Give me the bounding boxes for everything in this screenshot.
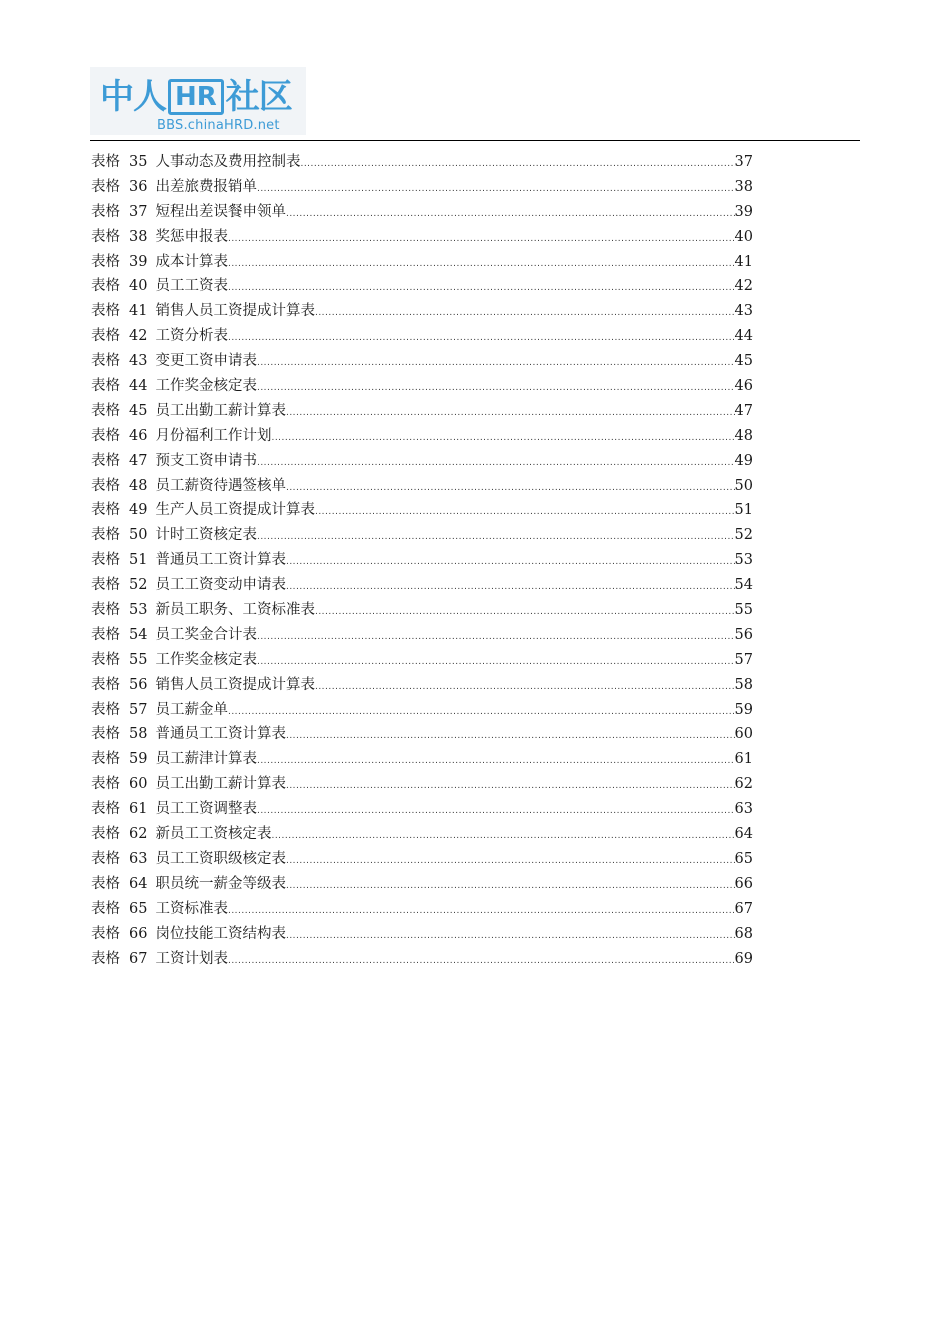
toc-entry-label: 表格 <box>91 577 120 594</box>
toc-dot-leader <box>228 276 735 301</box>
toc-entry-title: 预支工资申请书 <box>155 452 257 469</box>
toc-dot-leader <box>286 924 735 949</box>
toc-entry[interactable] <box>91 772 753 797</box>
toc-entry-title: 员工工资变动申请表 <box>155 577 286 594</box>
toc-dot-leader <box>286 202 735 227</box>
toc-entry-title: 员工工资表 <box>155 278 228 295</box>
logo-text-left: 中人 <box>100 77 166 117</box>
toc-entry-page: 68 <box>734 925 753 942</box>
toc-dot-leader <box>257 799 735 824</box>
toc-entry-page: 49 <box>734 452 753 469</box>
toc-entry-label: 表格 <box>91 651 120 668</box>
toc-entry-label: 表格 <box>91 378 120 395</box>
toc-entry-page: 51 <box>734 502 753 519</box>
toc-dot-leader <box>286 724 735 749</box>
toc-entry-title: 职员统一薪金等级表 <box>155 875 286 892</box>
toc-entry-title: 成本计算表 <box>155 253 228 270</box>
toc-entry-title: 短程出差误餐申领单 <box>155 203 286 220</box>
toc-entry-title: 变更工资申请表 <box>155 353 257 370</box>
toc-entry-page: 46 <box>734 378 753 395</box>
toc-entry[interactable] <box>91 648 753 673</box>
toc-entry-page: 47 <box>734 402 753 419</box>
toc-entry[interactable] <box>91 449 753 474</box>
toc-entry[interactable] <box>91 722 753 747</box>
toc-entry-number: 44 <box>129 378 148 395</box>
toc-entry[interactable] <box>91 274 753 299</box>
toc-entry-page: 50 <box>734 477 753 494</box>
toc-entry-title: 出差旅费报销单 <box>155 178 257 195</box>
toc-entry[interactable] <box>91 424 753 449</box>
toc-entry-number: 42 <box>129 328 148 345</box>
toc-entry-title: 员工出勤工薪计算表 <box>155 402 286 419</box>
toc-entry-title: 员工薪金单 <box>155 701 228 718</box>
toc-entry-number: 54 <box>129 626 148 643</box>
toc-entry-number: 45 <box>129 402 148 419</box>
toc-dot-leader <box>286 401 735 426</box>
toc-entry[interactable] <box>91 523 753 548</box>
toc-dot-leader <box>228 700 735 725</box>
toc-entry-number: 37 <box>129 203 148 220</box>
toc-entry-title: 员工奖金合计表 <box>155 626 257 643</box>
toc-entry-page: 59 <box>734 701 753 718</box>
toc-entry[interactable] <box>91 847 753 872</box>
toc-entry-page: 41 <box>734 253 753 270</box>
toc-dot-leader <box>257 177 735 202</box>
toc-dot-leader <box>315 600 735 625</box>
logo-text-right: 社区 <box>225 77 292 117</box>
toc-entry-title: 普通员工工资计算表 <box>155 552 286 569</box>
toc-entry-title: 销售人员工资提成计算表 <box>155 676 315 693</box>
toc-entry[interactable] <box>91 399 753 424</box>
toc-entry[interactable] <box>91 299 753 324</box>
toc-entry[interactable] <box>91 175 753 200</box>
toc-entry-page: 57 <box>734 651 753 668</box>
toc-dot-leader <box>257 451 735 476</box>
toc-entry-page: 58 <box>734 676 753 693</box>
toc-entry-title: 员工出勤工薪计算表 <box>155 776 286 793</box>
toc-dot-leader <box>315 500 735 525</box>
toc-entry-page: 55 <box>734 602 753 619</box>
toc-entry-page: 66 <box>734 875 753 892</box>
toc-entry-page: 69 <box>734 950 753 967</box>
toc-entry-title: 工作奖金核定表 <box>155 378 257 395</box>
toc-dot-leader <box>257 351 735 376</box>
toc-entry-number: 53 <box>129 602 148 619</box>
toc-entry[interactable] <box>91 573 753 598</box>
toc-entry-title: 工作奖金核定表 <box>155 651 257 668</box>
logo-subtitle: BBS.chinaHRD.net <box>157 118 280 133</box>
toc-entry-title: 员工工资职级核定表 <box>155 850 286 867</box>
toc-entry-page: 56 <box>734 626 753 643</box>
toc-entry-label: 表格 <box>91 676 120 693</box>
toc-entry-label: 表格 <box>91 726 120 743</box>
page-header <box>90 67 860 142</box>
toc-entry-page: 62 <box>734 776 753 793</box>
toc-entry-label: 表格 <box>91 850 120 867</box>
toc-entry-page: 39 <box>734 203 753 220</box>
toc-dot-leader <box>257 376 735 401</box>
toc-entry-page: 42 <box>734 278 753 295</box>
toc-entry-label: 表格 <box>91 452 120 469</box>
toc-entry-label: 表格 <box>91 502 120 519</box>
toc-entry-title: 销售人员工资提成计算表 <box>155 303 315 320</box>
toc-entry[interactable] <box>91 324 753 349</box>
toc-entry-title: 奖惩申报表 <box>155 228 228 245</box>
toc-entry[interactable] <box>91 200 753 225</box>
toc-entry-title: 普通员工工资计算表 <box>155 726 286 743</box>
toc-entry-number: 57 <box>129 701 148 718</box>
toc-entry-number: 50 <box>129 527 148 544</box>
toc-dot-leader <box>257 525 735 550</box>
toc-entry-number: 67 <box>129 950 148 967</box>
toc-entry-number: 51 <box>129 552 148 569</box>
toc-dot-leader <box>300 152 734 177</box>
toc-entry-title: 计时工资核定表 <box>155 527 257 544</box>
toc-entry-page: 40 <box>734 228 753 245</box>
toc-entry-title: 新员工工资核定表 <box>155 826 272 843</box>
toc-entry[interactable] <box>91 349 753 374</box>
toc-entry[interactable] <box>91 822 753 847</box>
toc-dot-leader <box>257 749 735 774</box>
toc-entry[interactable] <box>91 548 753 573</box>
toc-entry-label: 表格 <box>91 353 120 370</box>
toc-entry-label: 表格 <box>91 552 120 569</box>
toc-entry-page: 63 <box>734 801 753 818</box>
toc-entry-label: 表格 <box>91 900 120 917</box>
toc-dot-leader <box>271 426 734 451</box>
toc-dot-leader <box>315 301 735 326</box>
toc-entry-label: 表格 <box>91 253 120 270</box>
toc-entry-number: 66 <box>129 925 148 942</box>
toc-entry-number: 58 <box>129 726 148 743</box>
toc-entry-label: 表格 <box>91 178 120 195</box>
table-of-contents <box>91 150 753 971</box>
toc-entry-title: 人事动态及费用控制表 <box>155 154 301 170</box>
toc-entry-title: 员工薪资待遇签核单 <box>155 477 286 494</box>
toc-entry-label: 表格 <box>91 950 120 967</box>
toc-dot-leader <box>286 849 735 874</box>
toc-dot-leader <box>286 575 735 600</box>
toc-entry-number: 40 <box>129 278 148 295</box>
toc-entry-number: 49 <box>129 502 148 519</box>
toc-dot-leader <box>257 625 735 650</box>
toc-entry-title: 新员工职务、工资标准表 <box>155 602 315 619</box>
toc-entry-title: 工资计划表 <box>155 950 228 967</box>
toc-entry-number: 41 <box>129 303 148 320</box>
toc-entry-label: 表格 <box>91 527 120 544</box>
toc-entry-label: 表格 <box>91 203 120 220</box>
toc-entry[interactable] <box>91 897 753 922</box>
toc-entry-number: 43 <box>129 353 148 370</box>
toc-dot-leader <box>228 949 735 974</box>
toc-entry[interactable] <box>91 598 753 623</box>
toc-entry-number: 64 <box>129 875 148 892</box>
toc-entry-label: 表格 <box>91 154 120 170</box>
toc-entry-number: 35 <box>129 154 148 170</box>
toc-entry[interactable] <box>91 872 753 897</box>
toc-dot-leader <box>228 899 735 924</box>
toc-entry-label: 表格 <box>91 925 120 942</box>
toc-entry-number: 60 <box>129 776 148 793</box>
toc-entry[interactable] <box>91 250 753 275</box>
toc-entry-page: 65 <box>734 850 753 867</box>
toc-entry[interactable] <box>91 498 753 523</box>
toc-dot-leader <box>286 550 735 575</box>
toc-entry-label: 表格 <box>91 427 120 444</box>
toc-entry-label: 表格 <box>91 328 120 345</box>
toc-entry-label: 表格 <box>91 278 120 295</box>
toc-entry-label: 表格 <box>91 801 120 818</box>
toc-entry-page: 53 <box>734 552 753 569</box>
toc-entry-number: 48 <box>129 477 148 494</box>
toc-entry-label: 表格 <box>91 875 120 892</box>
toc-entry-title: 生产人员工资提成计算表 <box>155 502 315 519</box>
logo-wordmark <box>100 77 292 117</box>
site-logo[interactable] <box>90 67 306 135</box>
toc-entry[interactable] <box>91 922 753 947</box>
toc-entry-number: 59 <box>129 751 148 768</box>
toc-entry[interactable] <box>91 225 753 250</box>
toc-entry[interactable] <box>91 747 753 772</box>
toc-entry-page: 61 <box>734 751 753 768</box>
toc-entry-title: 员工薪津计算表 <box>155 751 257 768</box>
toc-entry-number: 36 <box>129 178 148 195</box>
toc-entry-label: 表格 <box>91 776 120 793</box>
toc-entry-label: 表格 <box>91 303 120 320</box>
toc-entry-page: 38 <box>734 178 753 195</box>
toc-entry-number: 52 <box>129 577 148 594</box>
toc-entry-title: 员工工资调整表 <box>155 801 257 818</box>
toc-entry-title: 岗位技能工资结构表 <box>155 925 286 942</box>
header-divider <box>90 140 860 141</box>
toc-entry[interactable] <box>91 474 753 499</box>
toc-entry[interactable] <box>91 947 753 972</box>
toc-entry-number: 38 <box>129 228 148 245</box>
toc-entry-number: 55 <box>129 651 148 668</box>
toc-entry-page: 45 <box>734 353 753 370</box>
toc-entry-number: 56 <box>129 676 148 693</box>
toc-entry-label: 表格 <box>91 826 120 843</box>
toc-entry-title: 月份福利工作计划 <box>155 427 272 444</box>
toc-entry[interactable] <box>91 698 753 723</box>
toc-entry-number: 47 <box>129 452 148 469</box>
toc-entry[interactable] <box>91 673 753 698</box>
toc-entry-number: 39 <box>129 253 148 270</box>
toc-entry-page: 48 <box>734 427 753 444</box>
toc-entry-title: 工资标准表 <box>155 900 228 917</box>
toc-entry-label: 表格 <box>91 602 120 619</box>
toc-entry-page: 43 <box>734 303 753 320</box>
toc-dot-leader <box>286 874 735 899</box>
toc-entry-page: 64 <box>734 826 753 843</box>
toc-entry-label: 表格 <box>91 477 120 494</box>
toc-entry-page: 54 <box>734 577 753 594</box>
toc-dot-leader <box>228 252 735 277</box>
toc-entry-label: 表格 <box>91 228 120 245</box>
logo-hr-badge: HR <box>168 79 224 115</box>
toc-dot-leader <box>228 326 735 351</box>
toc-entry-number: 46 <box>129 427 148 444</box>
toc-entry-page: 60 <box>734 726 753 743</box>
toc-dot-leader <box>286 774 735 799</box>
toc-entry-page: 67 <box>734 900 753 917</box>
toc-entry-page: 37 <box>734 154 753 170</box>
toc-entry-number: 61 <box>129 801 148 818</box>
toc-entry-page: 52 <box>734 527 753 544</box>
toc-entry-label: 表格 <box>91 402 120 419</box>
toc-entry[interactable] <box>91 623 753 648</box>
toc-entry-page: 44 <box>734 328 753 345</box>
toc-dot-leader <box>271 824 734 849</box>
toc-entry[interactable] <box>91 797 753 822</box>
toc-dot-leader <box>257 650 735 675</box>
toc-entry-label: 表格 <box>91 701 120 718</box>
toc-entry-number: 63 <box>129 850 148 867</box>
toc-entry[interactable] <box>91 150 753 175</box>
toc-dot-leader <box>315 675 735 700</box>
toc-entry-label: 表格 <box>91 751 120 768</box>
toc-dot-leader <box>286 476 735 501</box>
toc-entry-label: 表格 <box>91 626 120 643</box>
toc-entry-title: 工资分析表 <box>155 328 228 345</box>
toc-entry[interactable] <box>91 374 753 399</box>
toc-entry-number: 62 <box>129 826 148 843</box>
toc-entry-number: 65 <box>129 900 148 917</box>
toc-dot-leader <box>228 227 735 252</box>
